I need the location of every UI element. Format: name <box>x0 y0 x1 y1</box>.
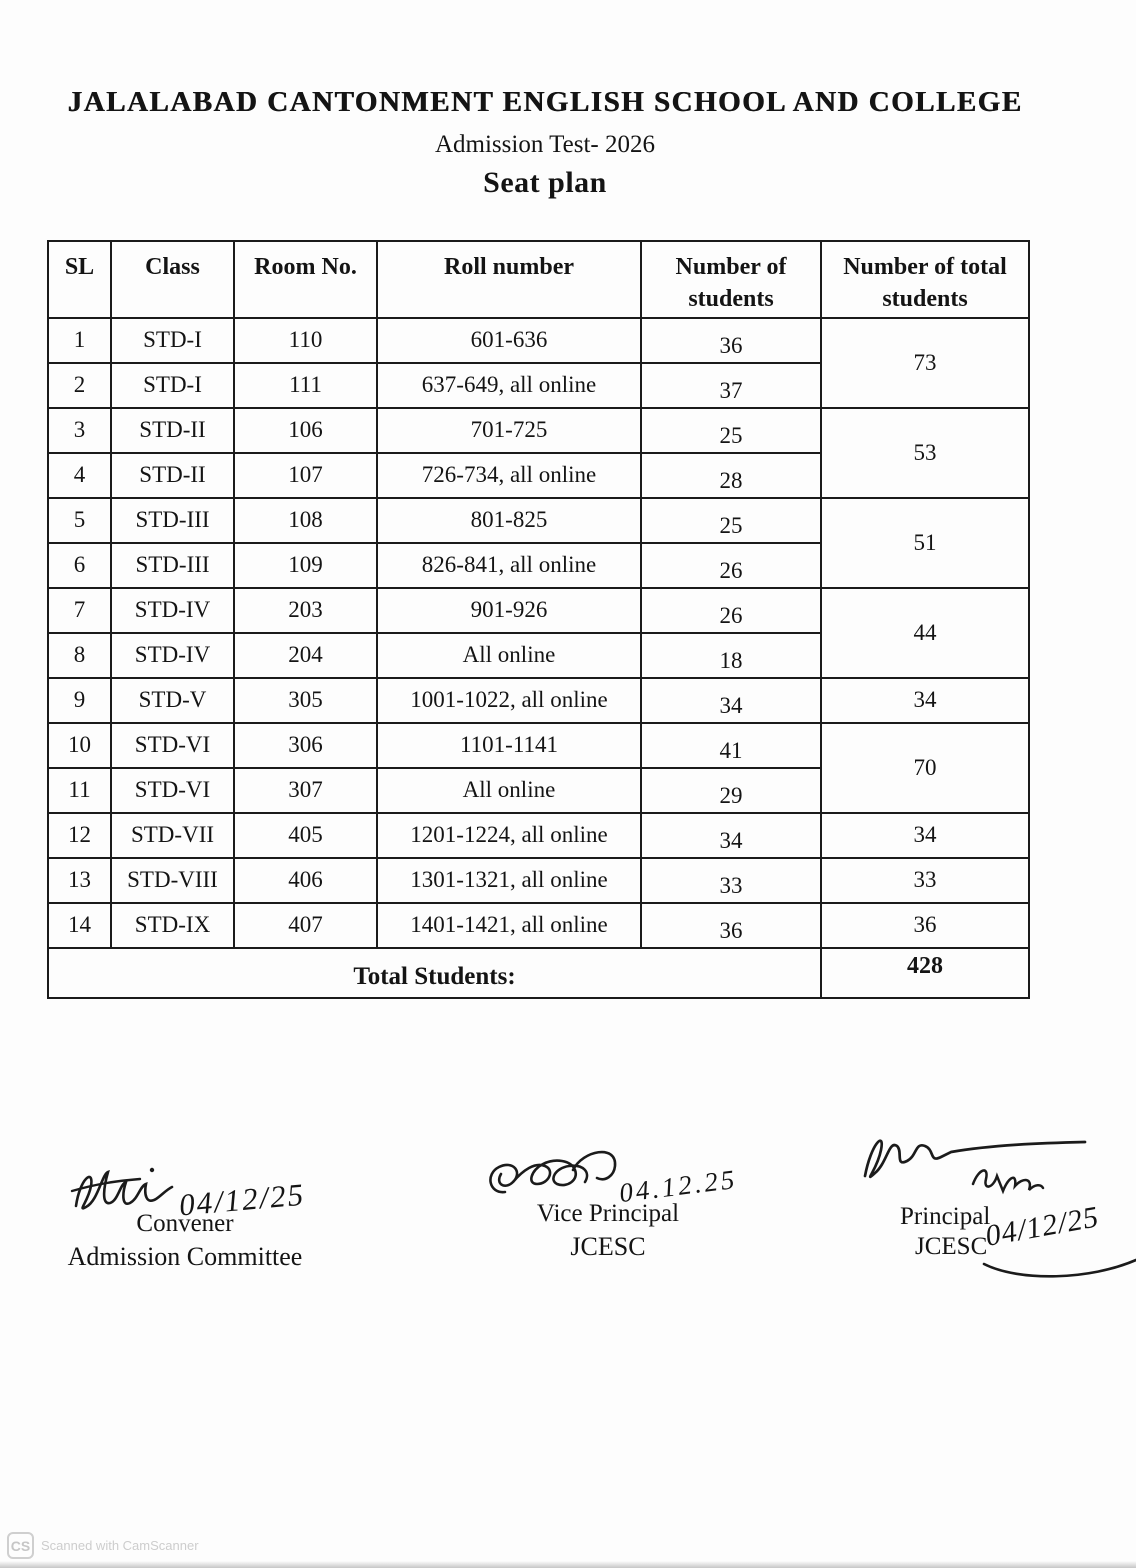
col-header-class: Class <box>111 241 234 318</box>
cell-students: 41 <box>641 723 821 768</box>
cell-students: 36 <box>641 318 821 363</box>
cell-roll: 1301-1321, all online <box>377 858 641 903</box>
cell-total-merged: 73 <box>821 318 1029 408</box>
convener-date: 04/12/25 <box>178 1176 307 1223</box>
col-header-roll: Roll number <box>377 241 641 318</box>
convener-org: Admission Committee <box>67 1242 303 1271</box>
cell-room: 305 <box>234 678 377 723</box>
vice-principal-role: Vice Principal <box>536 1200 680 1227</box>
cell-total: 34 <box>821 813 1029 858</box>
cell-roll: 1101-1141 <box>377 723 641 768</box>
col-header-sl: SL <box>48 241 111 318</box>
cell-roll: 1201-1224, all online <box>377 813 641 858</box>
vice-principal-signature-block <box>458 1148 758 1262</box>
cell-students: 29 <box>641 768 821 813</box>
vice-principal-org: JCESC <box>570 1232 646 1261</box>
admission-test-subtitle: Admission Test- 2026 <box>434 131 656 158</box>
cell-sl: 9 <box>48 678 111 723</box>
cell-roll: All online <box>377 633 641 678</box>
table-row <box>48 318 1029 363</box>
cell-students: 33 <box>641 858 821 903</box>
cell-sl: 12 <box>48 813 111 858</box>
cell-total-merged: 44 <box>821 588 1029 678</box>
cell-room: 107 <box>234 453 377 498</box>
cell-students: 37 <box>641 363 821 408</box>
cell-students: 34 <box>641 813 821 858</box>
cell-total-merged: 51 <box>821 498 1029 588</box>
cell-roll: 826-841, all online <box>377 543 641 588</box>
col-header-students-line2: students <box>688 286 774 313</box>
cell-class: STD-IV <box>111 588 234 633</box>
principal-role: Principal <box>900 1203 991 1230</box>
col-header-total-line1: Number of total <box>843 254 1007 280</box>
cell-sl: 11 <box>48 768 111 813</box>
cell-roll: 726-734, all online <box>377 453 641 498</box>
vice-principal-date: 04.12.25 <box>617 1163 739 1209</box>
table-row <box>48 408 1029 453</box>
cell-class: STD-VI <box>111 723 234 768</box>
document-header <box>0 86 1090 200</box>
cell-class: STD-III <box>111 543 234 588</box>
cell-roll: 801-825 <box>377 498 641 543</box>
table-row <box>48 498 1029 543</box>
camscanner-watermark <box>7 1532 199 1559</box>
cell-room: 106 <box>234 408 377 453</box>
cell-class: STD-II <box>111 408 234 453</box>
total-students-label: Total Students: <box>48 948 821 998</box>
cell-class: STD-V <box>111 678 234 723</box>
cell-students: 28 <box>641 453 821 498</box>
cell-roll: 601-636 <box>377 318 641 363</box>
cell-sl: 13 <box>48 858 111 903</box>
scan-bottom-edge <box>0 1561 1136 1568</box>
cell-sl: 2 <box>48 363 111 408</box>
cell-roll: 1401-1421, all online <box>377 903 641 948</box>
principal-org: JCESC <box>915 1233 988 1260</box>
cell-total: 34 <box>821 678 1029 723</box>
cell-room: 406 <box>234 858 377 903</box>
col-header-total-line2: students <box>882 286 968 313</box>
col-header-students <box>641 241 821 318</box>
convener-signature-row <box>50 1160 320 1222</box>
cell-students: 25 <box>641 498 821 543</box>
cell-students: 34 <box>641 678 821 723</box>
cell-room: 111 <box>234 363 377 408</box>
cell-roll: 637-649, all online <box>377 363 641 408</box>
cell-sl: 1 <box>48 318 111 363</box>
cell-class: STD-IX <box>111 903 234 948</box>
cell-sl: 5 <box>48 498 111 543</box>
cell-class: STD-I <box>111 363 234 408</box>
school-name: JALALABAD CANTONMENT ENGLISH SCHOOL AND COLLEGE <box>67 86 1023 118</box>
seat-plan-table <box>47 240 1030 999</box>
cell-total: 33 <box>821 858 1029 903</box>
cell-class: STD-IV <box>111 633 234 678</box>
principal-date: 04/12/25 <box>982 1200 1102 1253</box>
cell-students: 26 <box>641 588 821 633</box>
camscanner-badge-icon: CS <box>7 1532 34 1559</box>
table-row <box>48 903 1029 948</box>
convener-signature-block <box>50 1160 320 1272</box>
col-header-room: Room No. <box>234 241 377 318</box>
principal-signature-block <box>845 1118 1136 1261</box>
grand-total-value: 428 <box>821 948 1029 998</box>
cell-room: 407 <box>234 903 377 948</box>
table-total-row <box>48 948 1029 998</box>
cell-room: 109 <box>234 543 377 588</box>
table-header-row <box>48 241 1029 318</box>
table-row <box>48 678 1029 723</box>
cell-sl: 3 <box>48 408 111 453</box>
cell-sl: 4 <box>48 453 111 498</box>
table-row <box>48 723 1029 768</box>
cell-sl: 8 <box>48 633 111 678</box>
table-row <box>48 588 1029 633</box>
cell-total-merged: 70 <box>821 723 1029 813</box>
cell-class: STD-VI <box>111 768 234 813</box>
cell-roll: All online <box>377 768 641 813</box>
cell-room: 108 <box>234 498 377 543</box>
cell-students: 36 <box>641 903 821 948</box>
camscanner-text: Scanned with CamScanner <box>41 1538 199 1553</box>
principal-signature-icon <box>845 1118 1115 1214</box>
table-row <box>48 858 1029 903</box>
cell-class: STD-VII <box>111 813 234 858</box>
cell-class: STD-VIII <box>111 858 234 903</box>
cell-sl: 14 <box>48 903 111 948</box>
cell-sl: 7 <box>48 588 111 633</box>
cell-students: 18 <box>641 633 821 678</box>
principal-date-underline <box>980 1256 1136 1286</box>
cell-class: STD-II <box>111 453 234 498</box>
cell-room: 307 <box>234 768 377 813</box>
cell-room: 204 <box>234 633 377 678</box>
cell-roll: 1001-1022, all online <box>377 678 641 723</box>
cell-total-merged: 53 <box>821 408 1029 498</box>
cell-class: STD-I <box>111 318 234 363</box>
cell-sl: 10 <box>48 723 111 768</box>
cell-room: 405 <box>234 813 377 858</box>
cell-students: 25 <box>641 408 821 453</box>
cell-total: 36 <box>821 903 1029 948</box>
cell-room: 306 <box>234 723 377 768</box>
page-title: Seat plan <box>483 166 607 199</box>
cell-roll: 901-926 <box>377 588 641 633</box>
cell-roll: 701-725 <box>377 408 641 453</box>
cell-room: 110 <box>234 318 377 363</box>
col-header-total-students <box>821 241 1029 318</box>
convener-role: Convener <box>136 1210 234 1237</box>
col-header-students-line1: Number of <box>675 254 787 280</box>
cell-class: STD-III <box>111 498 234 543</box>
cell-students: 26 <box>641 543 821 588</box>
cell-sl: 6 <box>48 543 111 588</box>
table-row <box>48 813 1029 858</box>
cell-room: 203 <box>234 588 377 633</box>
